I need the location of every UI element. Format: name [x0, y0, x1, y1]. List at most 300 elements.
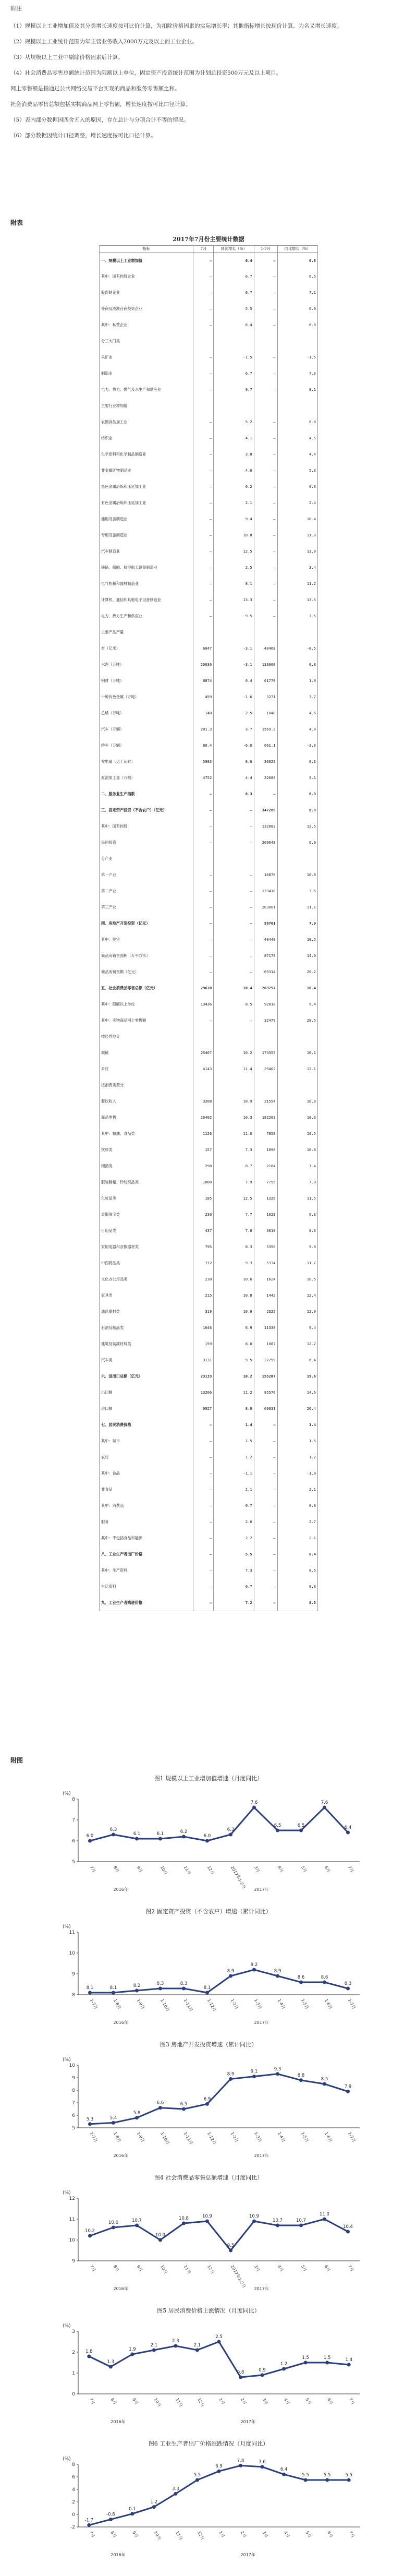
- row-label: 其中：消费品: [100, 1498, 193, 1514]
- table-row: [100, 528, 318, 544]
- row-label: 分三大门类: [100, 333, 193, 350]
- table-cell: —: [254, 350, 277, 366]
- y-tick-label: 9: [72, 2259, 75, 2264]
- table-cell: 6.9: [277, 301, 317, 317]
- table-row: [100, 819, 318, 835]
- table-cell: 2184: [254, 1158, 277, 1175]
- data-label: 2.5: [215, 2334, 223, 2340]
- data-point: [158, 1987, 162, 1991]
- data-point: [182, 2107, 186, 2111]
- col-header: 同比增长（%）: [214, 246, 254, 253]
- x-tick-label: 1-4月: [276, 2131, 287, 2143]
- data-point: [299, 1829, 303, 1832]
- table-cell: 92018: [254, 997, 277, 1013]
- x-tick-label: 1-3月: [253, 1998, 263, 2010]
- table-cell: 2325: [254, 1304, 277, 1320]
- row-label: 十种有色金属（万吨）: [100, 689, 193, 705]
- chart-svg: [47, 2449, 370, 2558]
- table-cell: [214, 625, 254, 641]
- table-row: [100, 463, 318, 479]
- x-tick-label: 8月: [109, 2530, 117, 2539]
- data-point: [109, 2365, 113, 2369]
- table-cell: —: [254, 1514, 277, 1530]
- x-tick-label: 3月: [253, 2264, 261, 2273]
- table-row: [100, 738, 318, 754]
- x-tick-label: 1月: [218, 2397, 226, 2406]
- table-cell: 5.5: [214, 1547, 254, 1563]
- table-row: [100, 1158, 318, 1175]
- data-label: 8.5: [321, 2077, 328, 2082]
- table-cell: 1.2: [214, 1449, 254, 1466]
- data-label: 6.5: [297, 1823, 305, 1828]
- table-cell: 0.8: [277, 479, 317, 495]
- table-cell: 7.3: [214, 1563, 254, 1579]
- table-row: [100, 1288, 318, 1304]
- year-label: 2016年: [111, 2419, 126, 2424]
- row-label: 制造业: [100, 366, 193, 382]
- table-cell: 26.4: [277, 1401, 317, 1417]
- data-label: 5.3: [86, 2116, 94, 2122]
- table-cell: 9.5: [214, 608, 254, 625]
- data-label: 10.7: [273, 2218, 283, 2223]
- data-point: [299, 2078, 303, 2082]
- table-cell: 0.7: [214, 1579, 254, 1595]
- table-cell: 8.3: [277, 786, 317, 802]
- table-row: [100, 1304, 318, 1320]
- table-cell: —: [254, 253, 277, 269]
- table-cell: 5334: [254, 1255, 277, 1272]
- x-tick-label: 1-2月: [229, 1998, 240, 2010]
- row-label: 铁路、船舶、航空航天设备制造业: [100, 560, 193, 576]
- row-label: 九、工业生产者购进价格: [100, 1595, 193, 1611]
- row-label: 中西药品类: [100, 1255, 193, 1272]
- table-cell: —: [214, 916, 254, 932]
- table-cell: 10.8: [214, 1288, 254, 1304]
- row-label: 电力、热力、燃气及水生产和供应业: [100, 382, 193, 398]
- data-label: 0.9: [259, 2368, 266, 2373]
- row-label: 其中：食品: [100, 1466, 193, 1482]
- x-tick-label: 4月: [276, 1865, 285, 1874]
- data-label: 7.6: [259, 2459, 266, 2465]
- table-cell: 10.2: [214, 1369, 254, 1385]
- table-row: [100, 1498, 318, 1514]
- table-cell: [214, 333, 254, 350]
- table-cell: [193, 333, 214, 350]
- table-cell: —: [193, 835, 214, 851]
- table-cell: 26402: [193, 1110, 214, 1126]
- data-point: [205, 2220, 209, 2223]
- data-point: [229, 1833, 232, 1837]
- row-label: 外商及港澳台商投资企业: [100, 301, 193, 317]
- x-tick-label: 11月: [175, 2397, 184, 2408]
- row-label: 其中：粮油、食品类: [100, 1126, 193, 1142]
- table-cell: —: [254, 1417, 277, 1433]
- data-label: 8.6: [321, 1975, 328, 1980]
- row-label: 按经营地分: [100, 1029, 193, 1045]
- table-cell: —: [254, 301, 277, 317]
- table-row: [100, 802, 318, 819]
- table-row: [100, 1385, 318, 1401]
- data-label: 10.6: [108, 2220, 118, 2225]
- year-label: 2016年: [113, 1887, 128, 1892]
- note-8: （6）部分数据因统计口径调整，增长速度按可比口径计算。: [10, 133, 156, 139]
- data-label: 6.4: [280, 2467, 288, 2473]
- table-cell: 8.0: [214, 1336, 254, 1352]
- row-label: 烟酒类: [100, 1158, 193, 1175]
- table-cell: 4.6: [214, 463, 254, 479]
- table-cell: —: [254, 1595, 277, 1611]
- table-title: 2017年7月份主要统计数据: [173, 236, 244, 243]
- table-row: [100, 948, 318, 964]
- data-label: 10.0: [155, 2233, 165, 2238]
- table-cell: 10.5: [277, 1272, 317, 1288]
- table-cell: 5.3: [277, 463, 317, 479]
- table-row: [100, 1352, 318, 1369]
- table-cell: 209648: [254, 835, 277, 851]
- table-cell: —: [193, 948, 214, 964]
- table-cell: —: [254, 479, 277, 495]
- table-cell: 13206: [193, 1385, 214, 1401]
- row-label: 其中：国有控股: [100, 819, 193, 835]
- table-row: [100, 333, 318, 350]
- data-point: [130, 2353, 134, 2356]
- table-cell: 459: [193, 689, 214, 705]
- data-point: [130, 2512, 134, 2515]
- table-cell: 1.0: [277, 673, 317, 689]
- data-label: 6.4: [344, 1825, 352, 1830]
- table-cell: -1.6: [214, 689, 254, 705]
- table-cell: 2.5: [214, 560, 254, 576]
- data-label: 1.5: [323, 2355, 331, 2361]
- table-row: [100, 770, 318, 786]
- y-tick-label: 8: [72, 1993, 75, 1998]
- table-cell: 4.4: [277, 447, 317, 463]
- year-label: 2016年: [111, 2553, 126, 2557]
- table-cell: —: [193, 1433, 214, 1449]
- x-tick-label: 3月: [261, 2397, 269, 2406]
- table-row: [100, 673, 318, 689]
- table-cell: 10.4: [214, 980, 254, 997]
- table-cell: 12.5: [214, 1191, 254, 1207]
- row-label: 纺织业: [100, 430, 193, 447]
- table-cell: [277, 333, 317, 350]
- table-row: [100, 1126, 318, 1142]
- table-cell: [277, 625, 317, 641]
- table-cell: 0.8: [277, 657, 317, 673]
- y-tick-label: 10: [69, 2063, 75, 2068]
- table-row: [100, 1110, 318, 1126]
- x-tick-label: 6月: [326, 2397, 334, 2406]
- table-row: [100, 641, 318, 657]
- table-cell: 8.1: [214, 576, 254, 592]
- series-line: [90, 1970, 348, 1993]
- x-tick-label: 1-7月: [347, 1998, 357, 2010]
- table-row: [100, 916, 318, 932]
- table-cell: —: [193, 1547, 214, 1563]
- data-point: [261, 2374, 264, 2377]
- table-cell: —: [254, 786, 277, 802]
- table-cell: —: [214, 932, 254, 948]
- table-row: [100, 1563, 318, 1579]
- table-cell: —: [254, 1547, 277, 1563]
- table-cell: 1098: [254, 1142, 277, 1158]
- data-point: [112, 1833, 115, 1837]
- x-tick-label: 1-10月: [159, 2131, 170, 2146]
- year-label: 2017年: [254, 2020, 269, 2025]
- table-row: [100, 366, 318, 382]
- table-cell: 6.8: [277, 414, 317, 430]
- table-cell: 8874: [193, 673, 214, 689]
- table-row: [100, 1191, 318, 1207]
- row-label: 其中：城市: [100, 1433, 193, 1449]
- data-point: [323, 1806, 326, 1810]
- row-label: 股份制企业: [100, 285, 193, 301]
- row-label: 钢材（万吨）: [100, 673, 193, 689]
- table-cell: 230: [193, 1272, 214, 1288]
- row-label: 商品零售: [100, 1110, 193, 1126]
- x-tick-label: 1-6月: [323, 1998, 334, 2010]
- table-cell: —: [193, 285, 214, 301]
- table-cell: 133600: [254, 657, 277, 673]
- table-cell: —: [193, 608, 214, 625]
- table-cell: 12.5: [277, 819, 317, 835]
- table-cell: 10.8: [277, 1142, 317, 1158]
- note-6: 社会消费品零售总额包括实物商品网上零售额，增长速度按可比口径计算。: [10, 101, 191, 107]
- data-point: [325, 2478, 329, 2482]
- table-cell: —: [254, 430, 277, 447]
- row-label: 计算机、通信和其他电子设备制造业: [100, 592, 193, 608]
- table-cell: —: [254, 269, 277, 285]
- x-tick-label: 12月: [196, 2530, 205, 2541]
- data-point: [87, 2523, 91, 2527]
- x-tick-label: 3月: [253, 1865, 261, 1874]
- stats-table: [99, 245, 318, 1611]
- table-cell: —: [254, 1530, 277, 1547]
- x-tick-label: 1-2月: [229, 2131, 240, 2143]
- row-label: 出口额: [100, 1385, 193, 1401]
- row-label: 生活资料: [100, 1579, 193, 1595]
- data-label: 1.2: [280, 2362, 288, 2367]
- table-cell: 661.1: [254, 738, 277, 754]
- table-row: [100, 495, 318, 511]
- row-label: 饮料类: [100, 1142, 193, 1158]
- row-label: 非金属矿物制品业: [100, 463, 193, 479]
- data-point: [135, 1837, 139, 1841]
- table-cell: [277, 1029, 317, 1045]
- table-cell: 2.1: [214, 495, 254, 511]
- table-cell: 20.2: [277, 964, 317, 980]
- x-tick-label: 9月: [136, 1865, 144, 1874]
- table-cell: —: [193, 900, 214, 916]
- chart-svg: [47, 2183, 370, 2292]
- table-cell: 23133: [193, 1369, 214, 1385]
- table-cell: —: [193, 495, 214, 511]
- x-tick-label: 1-9月: [136, 2131, 146, 2143]
- table-cell: 174355: [254, 1045, 277, 1061]
- data-point: [239, 2464, 242, 2467]
- row-label: 商品房销售额（亿元）: [100, 964, 193, 980]
- table-cell: 6.3: [277, 754, 317, 770]
- data-label: 6.6: [156, 2100, 164, 2106]
- table-row: [100, 883, 318, 900]
- col-header: 同比增长（%）: [277, 246, 317, 253]
- table-cell: —: [193, 1449, 214, 1466]
- table-cell: 5.5: [214, 301, 254, 317]
- table-row: [100, 1401, 318, 1417]
- row-label: 原油加工量（万吨）: [100, 770, 193, 786]
- table-cell: —: [193, 528, 214, 544]
- table-row: [100, 430, 318, 447]
- table-cell: 7.9: [277, 916, 317, 932]
- table-cell: 6.9: [214, 1320, 254, 1336]
- data-point: [152, 2505, 156, 2509]
- table-cell: —: [214, 964, 254, 980]
- table-cell: [214, 1077, 254, 1094]
- x-tick-label: 11月: [182, 1865, 192, 1876]
- table-cell: 1.4: [277, 1417, 317, 1433]
- data-point: [229, 2077, 232, 2081]
- table-cell: —: [254, 495, 277, 511]
- row-label: 四、房地产开发投资（亿元）: [100, 916, 193, 932]
- table-cell: 13.3: [214, 592, 254, 608]
- table-cell: 0.2: [214, 479, 254, 495]
- row-label: 通用设备制造业: [100, 511, 193, 528]
- y-axis-label: (%): [63, 1924, 71, 1930]
- table-cell: 133418: [254, 883, 277, 900]
- chart-title: 图1 规模以上工业增加值增速（月度同比）: [154, 1775, 263, 1782]
- table-cell: 10.6: [214, 1272, 254, 1288]
- table-cell: 4.0: [277, 722, 317, 738]
- table-row: [100, 689, 318, 705]
- table-cell: 4752: [193, 770, 214, 786]
- table-cell: -1.5: [214, 350, 254, 366]
- data-label: 3.3: [172, 2486, 179, 2492]
- table-cell: [193, 851, 214, 867]
- table-cell: —: [193, 867, 214, 883]
- data-point: [88, 2234, 92, 2238]
- x-tick-label: 1-12月: [206, 2131, 217, 2146]
- table-cell: 0.8: [277, 1498, 317, 1514]
- series-line: [90, 2074, 348, 2124]
- row-label: 其中：不包括食品和能源: [100, 1530, 193, 1547]
- data-label: 8.9: [227, 1969, 235, 1974]
- table-cell: —: [254, 576, 277, 592]
- table-row: [100, 253, 318, 269]
- table-cell: 2.7: [277, 1514, 317, 1530]
- data-label: 1.8: [85, 2349, 93, 2354]
- row-label: 化妆品类: [100, 1191, 193, 1207]
- data-label: 8.3: [180, 1981, 188, 1986]
- table-cell: 12.5: [214, 544, 254, 560]
- data-point: [112, 2121, 115, 2125]
- x-tick-label: 1-11月: [182, 2131, 194, 2146]
- table-cell: —: [214, 835, 254, 851]
- data-point: [346, 1831, 350, 1835]
- table-cell: —: [193, 576, 214, 592]
- table-cell: 11.5: [277, 1191, 317, 1207]
- data-label: 5.5: [323, 2473, 331, 2478]
- note-2: （2）规模以上工业统计范围为年主营业务收入2000万元及以上的工业企业。: [10, 39, 198, 45]
- table-row: [100, 835, 318, 851]
- x-tick-label: 12月: [206, 1865, 215, 1876]
- data-label: 8.9: [227, 2071, 235, 2077]
- data-point: [323, 1981, 326, 1984]
- table-cell: 9.5: [214, 1352, 254, 1369]
- data-label: 7.6: [321, 1800, 328, 1805]
- x-tick-label: 6月: [323, 1865, 332, 1874]
- x-tick-label: 1-9月: [136, 1998, 146, 2010]
- table-row: [100, 1045, 318, 1061]
- table-cell: [254, 1077, 277, 1094]
- table-cell: [193, 398, 214, 414]
- row-label: 其中：国有控股企业: [100, 269, 193, 285]
- data-point: [87, 2355, 91, 2358]
- table-cell: -3.1: [214, 641, 254, 657]
- chart-svg: [47, 2050, 370, 2159]
- row-label: 家具类: [100, 1288, 193, 1304]
- row-label: 一、规模以上工业增加值: [100, 253, 193, 269]
- x-tick-label: 5月: [304, 2530, 312, 2539]
- note-1: （1）规模以上工业增加值及其分类增长速度按可比价计算，为扣除价格因素的实际增长率；其他指标增长按现价计算，为名义增长速度。: [10, 23, 342, 29]
- table-row: [100, 1466, 318, 1482]
- row-label: 化学原料和化学制品制造业: [100, 447, 193, 463]
- table-cell: —: [193, 1595, 214, 1611]
- table-cell: —: [214, 819, 254, 835]
- data-label: 6.0: [203, 1834, 211, 1839]
- note-4: （4）社会消费品零售总额统计范围为限额以上单位，固定资产投资统计范围为计划总投资500万元及以上项目。: [10, 70, 282, 76]
- x-tick-label: 5月: [304, 2397, 312, 2406]
- data-label: 9.3: [274, 2066, 281, 2072]
- table-cell: 11.1: [277, 900, 317, 916]
- table-row: [100, 544, 318, 560]
- data-point: [252, 1968, 256, 1972]
- x-tick-label: 8月: [112, 2264, 120, 2273]
- table-cell: 28.5: [277, 1013, 317, 1029]
- table-cell: —: [254, 1449, 277, 1466]
- data-point: [205, 2102, 209, 2106]
- row-label: 第二产业: [100, 883, 193, 900]
- table-cell: 8.1: [277, 382, 317, 398]
- year-label: 2016年: [113, 2153, 128, 2158]
- table-row: [100, 997, 318, 1013]
- row-label: 石油及制品类: [100, 1320, 193, 1336]
- table-cell: 40468: [254, 641, 277, 657]
- table-cell: —: [193, 819, 214, 835]
- table-cell: —: [193, 253, 214, 269]
- y-tick-label: 0: [72, 2512, 75, 2518]
- data-point: [158, 2106, 162, 2110]
- data-point: [299, 1981, 303, 1984]
- table-row: [100, 1482, 318, 1498]
- data-point: [282, 2367, 286, 2371]
- table-cell: —: [193, 414, 214, 430]
- data-label: 2.3: [172, 2339, 179, 2344]
- data-point: [182, 2222, 186, 2225]
- row-label: 水泥（万吨）: [100, 657, 193, 673]
- table-row: [100, 1449, 318, 1466]
- data-point: [88, 1839, 92, 1843]
- table-row: [100, 1272, 318, 1288]
- table-row: [100, 1255, 318, 1272]
- data-point: [252, 1806, 256, 1810]
- table-cell: 298: [193, 1158, 214, 1175]
- table-cell: —: [193, 802, 214, 819]
- data-point: [325, 2361, 329, 2365]
- table-row: [100, 1013, 318, 1029]
- data-point: [88, 1991, 92, 1995]
- table-cell: —: [254, 1482, 277, 1498]
- data-label: 6.9: [203, 2096, 211, 2102]
